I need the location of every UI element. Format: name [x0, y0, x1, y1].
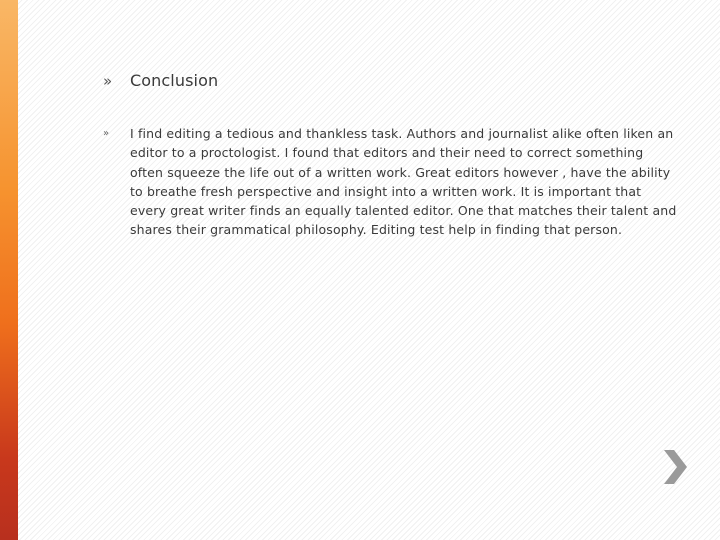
slide-content [103, 70, 683, 240]
slide-title: Conclusion [130, 71, 219, 90]
chevron-right-shape [664, 450, 687, 484]
chevron-right-icon[interactable] [660, 447, 690, 487]
body-bullet: » [103, 128, 110, 139]
body-item [103, 124, 683, 240]
heading-item [103, 70, 683, 92]
accent-side-bar [0, 0, 18, 540]
heading-bullet: » [103, 72, 113, 90]
body-paragraph: I find editing a tedious and thankless task. Authors and journalist alike often liken an editor to a proctologist. I found that editors and their need to correct something often squeeze the life out of a written work. Great editors however , have the ability to breathe fresh perspective and insight into a written work. It is important that every great writer finds an equally talented editor. One that matches their talent and shares their grammatical philosophy. Editing test help in finding that person. [130, 126, 677, 238]
